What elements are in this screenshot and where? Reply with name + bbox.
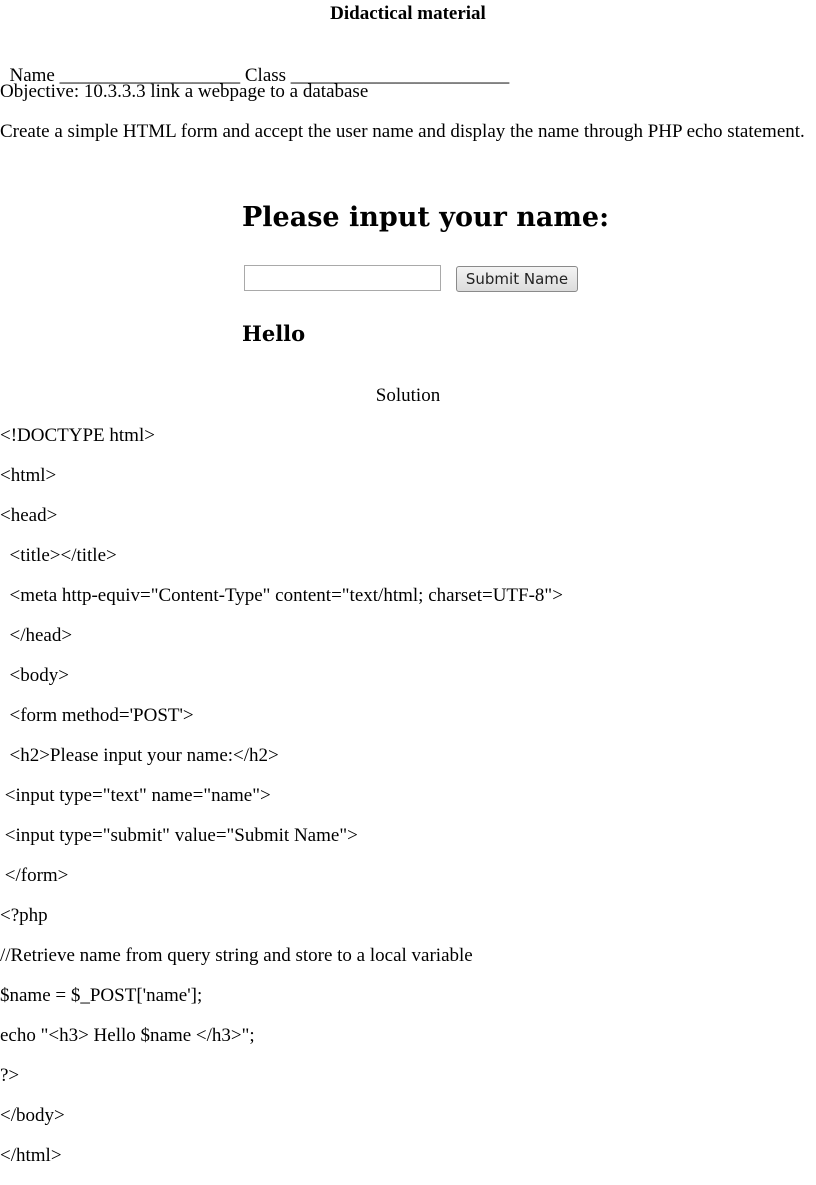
example-output-screenshot <box>228 188 610 358</box>
example-output-text: Hello <box>242 321 306 346</box>
code-line: <meta http-equiv="Content-Type" content="text/html; charset=UTF-8"> <box>0 585 563 606</box>
class-label: Class _______________________ <box>244 65 510 86</box>
code-line: <body> <box>0 665 69 686</box>
code-line: </form> <box>0 865 69 886</box>
example-heading: Please input your name: <box>242 202 610 233</box>
code-line: </head> <box>0 625 73 646</box>
solution-heading: Solution <box>375 385 441 406</box>
code-line: <title></title> <box>0 545 117 566</box>
code-line: </html> <box>0 1145 62 1166</box>
code-line: $name = $_POST['name']; <box>0 985 203 1006</box>
code-line: ?> <box>0 1065 20 1086</box>
code-line: echo "<h3> Hello $name </h3>"; <box>0 1025 255 1046</box>
code-line: <head> <box>0 505 58 526</box>
objective: Objective: 10.3.3.3 link a webpage to a database <box>0 81 369 102</box>
code-line: <!DOCTYPE html> <box>0 425 155 446</box>
code-line: //Retrieve name from query string and store to a local variable <box>0 945 473 966</box>
code-line: <?php <box>0 905 48 926</box>
code-line: <h2>Please input your name:</h2> <box>0 745 279 766</box>
task-description: Create a simple HTML form and accept the user name and display the name through PHP echo statement. <box>0 121 805 142</box>
code-line: <form method='POST'> <box>0 705 194 726</box>
code-line: </body> <box>0 1105 65 1126</box>
name-label: Name ___________________ <box>9 65 241 86</box>
example-name-input[interactable] <box>244 265 441 291</box>
example-submit-button[interactable]: Submit Name <box>456 266 578 292</box>
document-title: Didactical material <box>330 3 486 24</box>
code-line: <html> <box>0 465 57 486</box>
code-line: <input type="submit" value="Submit Name"> <box>0 825 358 846</box>
code-line: <input type="text" name="name"> <box>0 785 271 806</box>
